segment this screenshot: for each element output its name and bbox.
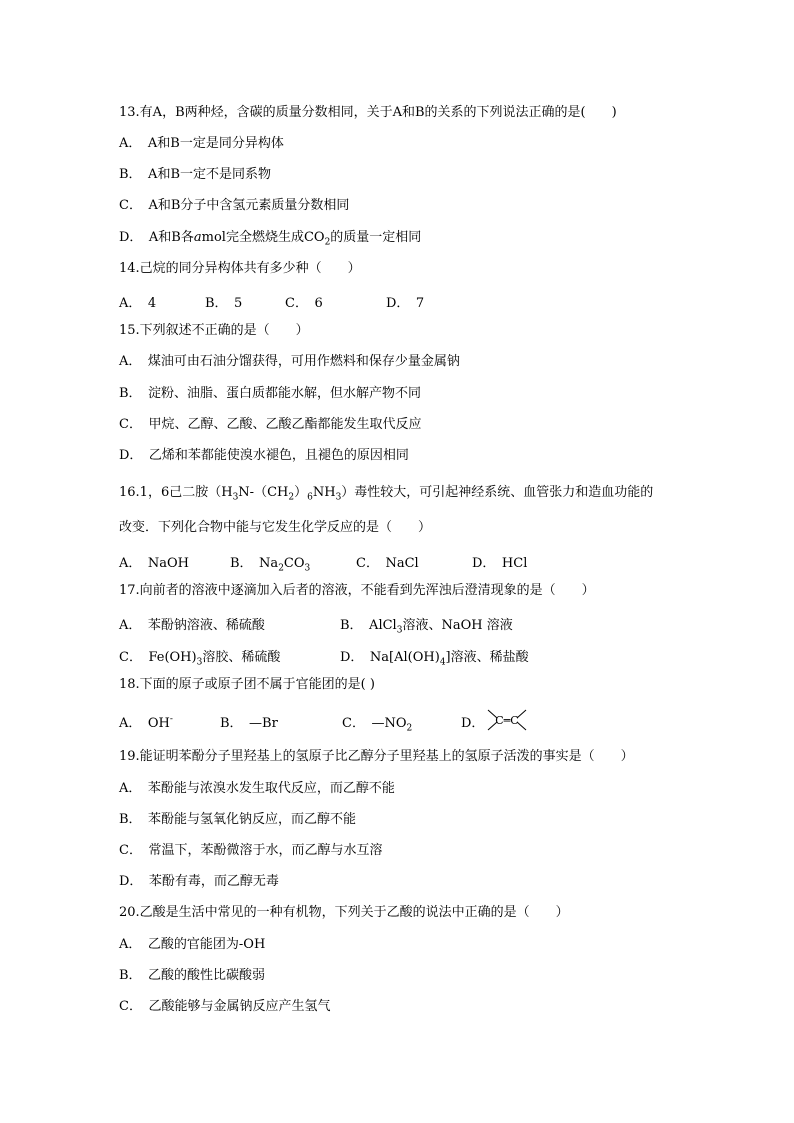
- alkene-double-bond-label: C═C: [495, 714, 519, 727]
- question-14-option-c: C． 6: [285, 296, 323, 311]
- question-16-option-b: B． $Na_2CO_3$: [230, 556, 311, 574]
- question-13-option-b: B． A和B一定不是同系物: [119, 167, 271, 182]
- question-19-option-b: B． 苯酚能与氢氧化钠反应，而乙醇不能: [119, 812, 357, 827]
- question-17-option-c: C． $Fe(OH)_3$溶胶、稀硫酸: [119, 650, 281, 668]
- question-20-option-c: C． 乙酸能够与金属钠反应产生氢气: [119, 999, 331, 1014]
- question-14-stem: 14.己烷的同分异构体共有多少种（ ）: [119, 261, 361, 276]
- question-16-option-a: A． NaOH: [119, 556, 190, 571]
- question-18-option-c: C． $—NO_2$: [342, 716, 413, 734]
- question-14-option-b: B． 5: [205, 296, 243, 311]
- question-19-option-c: C． 常温下，苯酚微溶于水，而乙醇与水互溶: [119, 843, 383, 858]
- question-18-stem: 18.下面的原子或原子团不属于官能团的是( ): [119, 677, 375, 692]
- question-13-option-a: A． A和B一定是同分异构体: [119, 136, 284, 151]
- question-17-option-d: D． $Na[Al(OH)_4]$溶液、稀盐酸: [340, 650, 529, 668]
- question-20-option-b: B． 乙酸的酸性比碳酸弱: [119, 968, 266, 983]
- question-17-stem: 17.向前者的溶液中逐滴加入后者的溶液，不能看到先浑浊后澄清现象的是（ ）: [119, 583, 595, 598]
- question-16-option-c: C． NaCl: [356, 556, 419, 571]
- question-13-stem: 13.有A，B两种烃，含碳的质量分数相同，关于A和B的关系的下列说法正确的是( ): [119, 105, 617, 120]
- question-19-stem: 19.能证明苯酚分子里羟基上的氢原子比乙醇分子里羟基上的氢原子活泼的事实是（ ）: [119, 749, 634, 764]
- question-15-option-b: B． 淀粉、油脂、蛋白质都能水解，但水解产物不同: [119, 386, 422, 401]
- question-17-option-a: A． 苯酚钠溶液、稀硫酸: [119, 618, 265, 633]
- question-19-option-d: D． 苯酚有毒，而乙醇无毒: [119, 874, 279, 889]
- question-13-option-c: C． A和B分子中含氢元素质量分数相同: [119, 198, 350, 213]
- question-17-option-b: B． AlCl$_3$溶液、NaOH 溶液: [340, 618, 513, 636]
- question-15-option-c: C． 甲烷、乙醇、乙酸、乙酸乙酯都能发生取代反应: [119, 417, 422, 432]
- question-20-option-a: A． 乙酸的官能团为-OH: [119, 937, 266, 952]
- question-14-option-d: D． 7: [386, 296, 425, 311]
- question-16-stem-line2: 改变．下列化合物中能与它发生化学反应的是（ ）: [119, 520, 432, 535]
- question-16-stem: 16.1，6己二胺$(H_3N-(CH_2)_6NH_3)$毒性较大，可引起神经系统、血管张力和造血功能的: [119, 485, 654, 503]
- question-18-option-a: A． OH-: [119, 714, 173, 731]
- question-14-option-a: A． 4: [119, 296, 157, 311]
- question-15-stem: 15.下列叙述不正确的是（ ）: [119, 323, 309, 338]
- question-20-stem: 20.乙酸是生活中常见的一种有机物，下列关于乙酸的说法中正确的是（ ）: [119, 905, 569, 920]
- question-18-option-b: B． —Br: [220, 716, 278, 731]
- question-15-option-d: D． 乙烯和苯都能使溴水褪色，且褪色的原因相同: [119, 448, 409, 463]
- question-19-option-a: A． 苯酚能与浓溴水发生取代反应，而乙醇不能: [119, 781, 395, 796]
- alkene-double-bond-structure: [486, 706, 528, 734]
- question-16-option-d: D． HCl: [472, 556, 528, 571]
- question-18-option-d: D．: [461, 716, 485, 731]
- question-15-option-a: A． 煤油可由石油分馏获得，可用作燃料和保存少量金属钠: [119, 354, 460, 369]
- question-13-option-d: D． A和B各amol完全燃烧生成$CO_2$的质量一定相同: [119, 230, 422, 248]
